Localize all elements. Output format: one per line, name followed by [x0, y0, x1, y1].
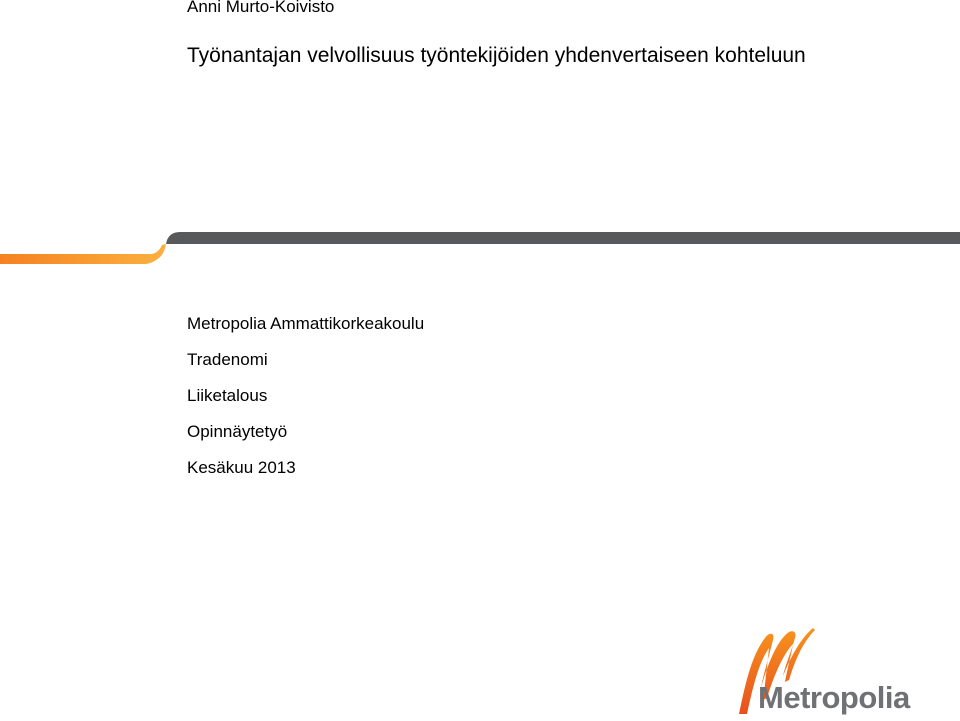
details-degree: Tradenomi [187, 350, 268, 369]
metropolia-logo [735, 626, 915, 721]
divider-orange-band [0, 244, 166, 264]
details-date: Kesäkuu 2013 [187, 458, 296, 477]
divider-dark-band [166, 232, 960, 244]
details-institution: Metropolia Ammattikorkeakoulu [187, 314, 425, 333]
details-document-type: Opinnäytetyö [187, 422, 288, 441]
details-field: Liiketalous [187, 386, 268, 405]
document-title: Työnantajan velvollisuus työntekijöiden yhdenvertaiseen kohteluun [187, 44, 806, 67]
author-name: Anni Murto-Koivisto [187, 0, 335, 16]
metropolia-wordmark: Metropolia [758, 680, 910, 715]
document-details [187, 314, 424, 494]
swoosh-divider [0, 230, 960, 268]
